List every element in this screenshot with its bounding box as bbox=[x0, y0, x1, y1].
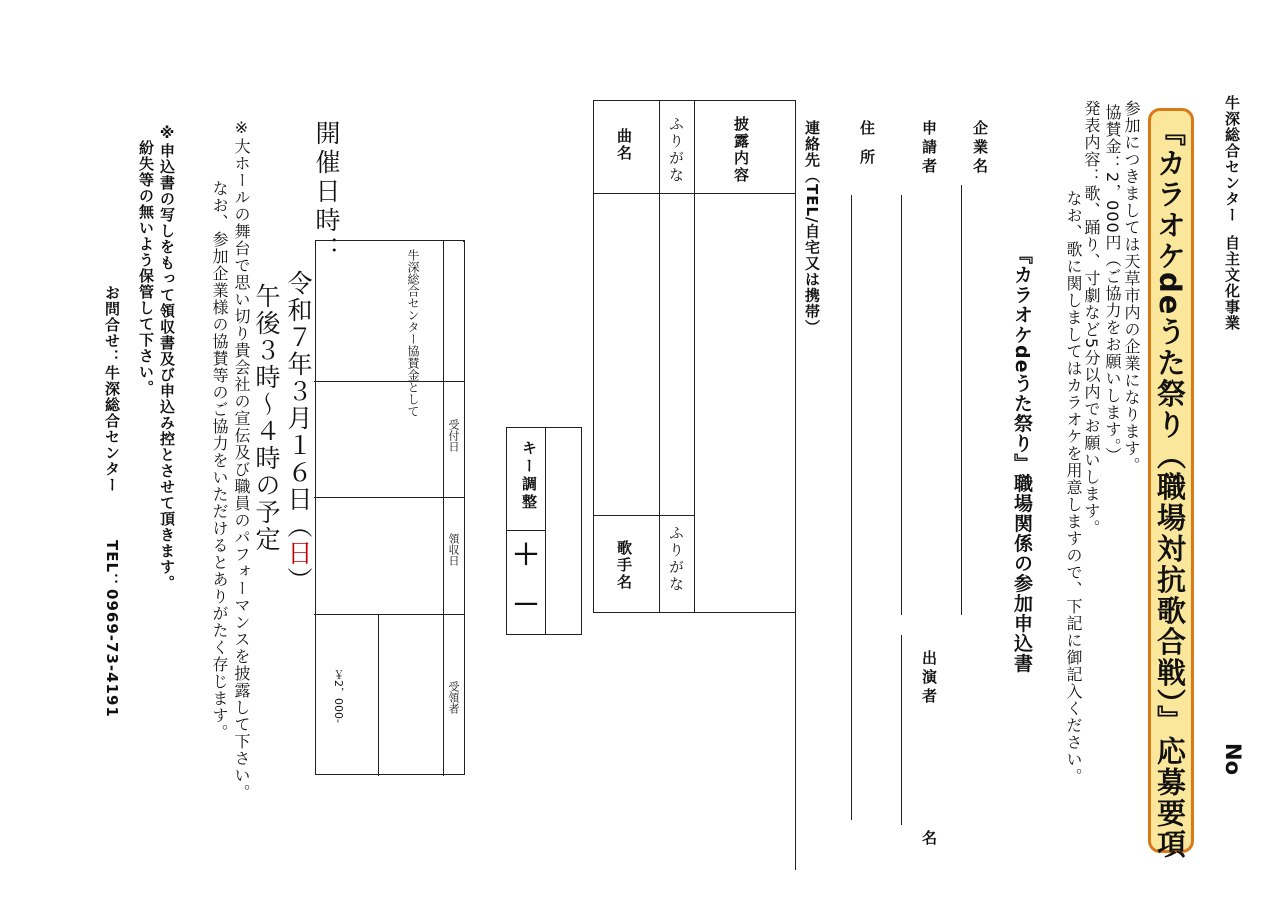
receipt-corner bbox=[463, 241, 464, 242]
weekday-sunday: 日 bbox=[284, 540, 313, 567]
furigana-label: ふりがな bbox=[667, 116, 685, 184]
performers-count-suffix: 名 bbox=[920, 830, 938, 849]
receipt-table bbox=[315, 240, 465, 775]
key-minus-button[interactable]: － bbox=[511, 588, 540, 621]
receipt-col-divider bbox=[314, 381, 464, 382]
contact-label: 連絡先（TEL/自宅又は携帯） bbox=[803, 120, 821, 336]
event-date-label: 開催日時： bbox=[312, 120, 341, 265]
key-adjust-label: キー調整 bbox=[520, 440, 538, 512]
applicant-field[interactable] bbox=[901, 195, 902, 615]
receipt-col-divider bbox=[314, 614, 464, 615]
sponsor-text: 牛深総合センター協賛金として bbox=[406, 249, 420, 417]
receipt-col-divider bbox=[314, 497, 464, 498]
intro-line-1: 参加につきましては天草市内の企業になります。 bbox=[1122, 100, 1141, 474]
form-title: 『カラオケdeうた祭り』職場関係の参加申込書 bbox=[1011, 245, 1033, 674]
performers-count-field[interactable] bbox=[901, 635, 902, 825]
table-divider bbox=[694, 100, 695, 613]
address-label: 住所 bbox=[858, 120, 876, 178]
note-1: ※大ホールの舞台で思い切り貴会社の宣伝及び職員のパフォーマンスを披露して下さい。 bbox=[232, 118, 251, 801]
key-plus-button[interactable]: ＋ bbox=[511, 538, 540, 571]
inquiry-contact: お問合せ：牛深総合センター bbox=[103, 285, 121, 493]
key-divider bbox=[545, 428, 546, 634]
performance-content-label: 披露内容 bbox=[732, 116, 750, 184]
page-title: 『カラオケdeうた祭り（職場対抗歌合戦）』応募要項 bbox=[1153, 117, 1187, 860]
performers-label: 出演者 bbox=[920, 650, 938, 707]
recipient-label: 受領者 bbox=[447, 681, 460, 714]
organization-name: 牛深総合センター bbox=[1223, 95, 1241, 223]
title-banner bbox=[1148, 108, 1194, 860]
note-4: 紛失等の無いよう保管して下さい。 bbox=[137, 140, 155, 396]
note-3: ※申込書の写しをもって領収書及び申込み控とさせて頂きます。 bbox=[158, 124, 176, 591]
company-field[interactable] bbox=[961, 185, 962, 615]
singer-furigana-input[interactable] bbox=[627, 516, 660, 612]
number-label: No bbox=[1221, 743, 1245, 776]
key-adjust-box bbox=[506, 427, 582, 635]
program-name: 自主文化事業 bbox=[1223, 235, 1241, 331]
performance-content-input[interactable] bbox=[595, 194, 660, 514]
receipt-date-label: 領収日 bbox=[447, 533, 460, 566]
intro-line-3: 発表内容：歌、踊り、寸劇など5分以内でお願いします。 bbox=[1082, 100, 1101, 537]
singer-furigana-label: ふりがな bbox=[667, 525, 685, 593]
receipt-header-divider bbox=[443, 241, 444, 776]
company-label: 企業名 bbox=[971, 120, 989, 177]
singer-name-label: 歌手名 bbox=[615, 540, 633, 591]
receipt-amount-divider bbox=[378, 614, 379, 776]
intro-line-2: 協賛金：2，000円（ご協力をお願いします。） bbox=[1103, 104, 1122, 464]
address-field[interactable] bbox=[851, 195, 852, 820]
song-title-input[interactable] bbox=[697, 194, 794, 612]
note-2: なお、参加企業様の協賛等のご協力をいただけるとありがたく存じます。 bbox=[210, 180, 229, 741]
sponsor-amount: ￥2，000- bbox=[332, 669, 345, 723]
received-date-label: 受付日 bbox=[447, 419, 460, 452]
applicant-label: 申請者 bbox=[920, 120, 938, 177]
event-date-text: 令和７年３月１６日（日） bbox=[284, 270, 313, 594]
inquiry-tel: TEL：0969-73-4191 bbox=[103, 540, 121, 718]
organization-header bbox=[1224, 95, 1241, 331]
event-time: 午後３時～４時の予定 bbox=[252, 283, 281, 553]
intro-line-4: なお、歌に関しましてはカラオケを用意しますので、下記に御記入ください。 bbox=[1064, 190, 1083, 785]
key-divider bbox=[507, 530, 545, 531]
event-date bbox=[285, 270, 313, 594]
song-title-label: 曲名 bbox=[615, 128, 633, 162]
